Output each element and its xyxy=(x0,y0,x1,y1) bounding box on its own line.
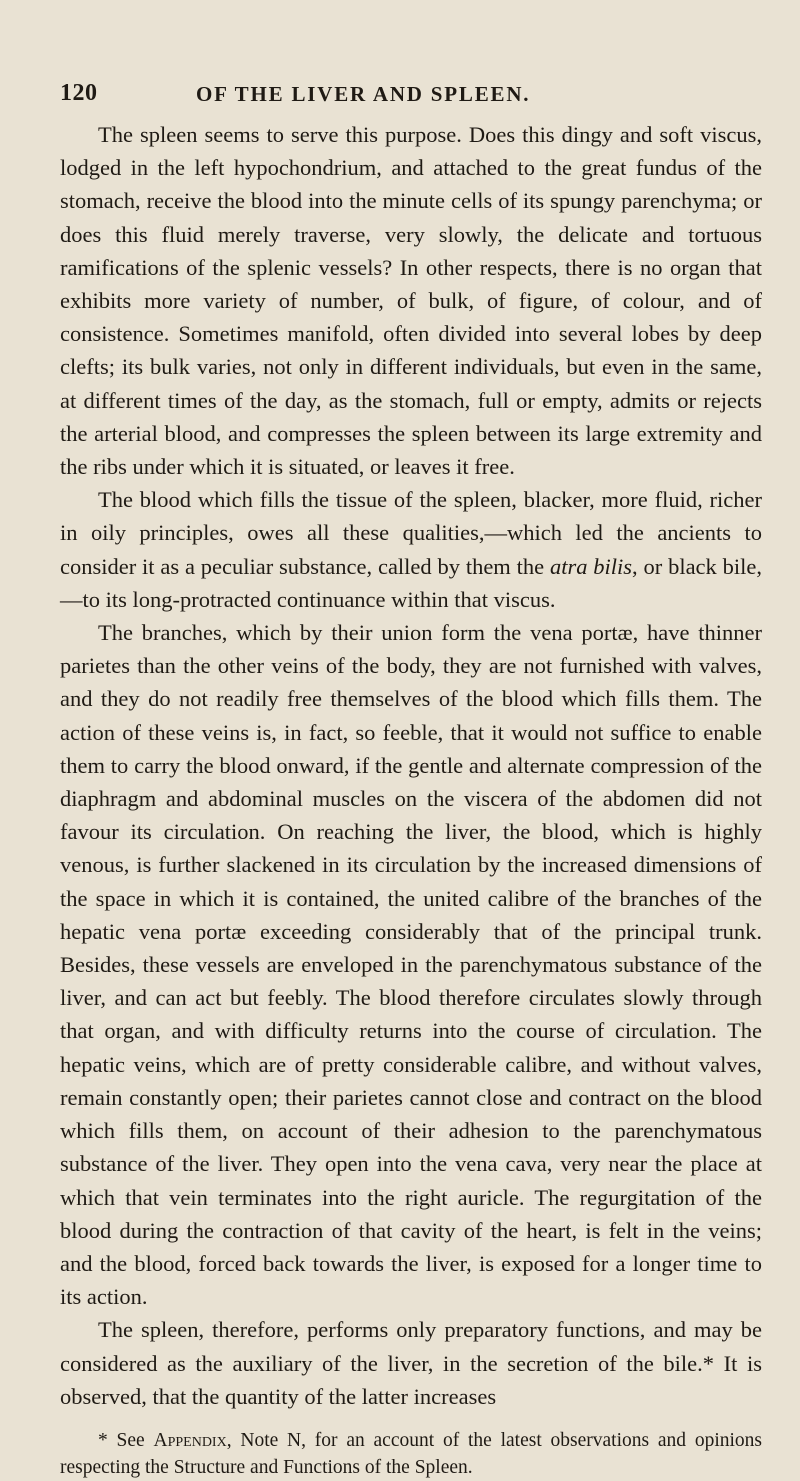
latin-term-atra-bilis: atra bilis xyxy=(549,553,633,579)
paragraph-spleen-purpose xyxy=(60,118,762,483)
paragraph-text: , or black bile,—to its long-protracted continuance within that viscus. xyxy=(60,553,762,612)
paragraph-text: The branches, which by their union form the vena portæ, have thinner parietes than the other veins of the body, they are not furnished with valves, and they do not readily free themselves of the blood which fills them. The action of these veins is, in fact, so feeble, that it would not suffice to enable them to carry the blood onward, if the gentle and alternate compression of the diaphragm and abdominal muscles on the viscera of the abdomen did not favour its circulation. On reaching the liver, the blood, which is highly venous, is further slackened in its circulation by the increased dimensions of the space in which it is contained, the united calibre of the branches of the hepatic vena portæ exceeding considerably that of the principal trunk. Besides, these vessels are enveloped in the parenchymatous substance of the liver, and can act but feebly. The blood therefore circulates slowly through that organ, and with difficulty returns into the course of circulation. The hepatic veins, which are of pretty considerable calibre, and without valves, remain constantly open; their parietes cannot close and contract on the blood which fills them, on account of their adhesion to the parenchymatous substance of the liver. They open into the vena cava, very near the place at which that vein terminates into the right auricle. The regurgitation of the blood during the contraction of that cavity of the heart, is felt in the veins; and the blood, forced back towards the liver, is exposed for a longer time to its action. xyxy=(60,620,762,1310)
paragraph-text: The spleen seems to serve this purpose. Does this dingy and soft viscus, lodged in the left hypochondrium, and attached to the great fundus of the stomach, receive the blood into the minute cells of its spungy parenchyma; or does this fluid merely traverse, very slowly, the delicate and tortuous ramifications of the splenic vessels? In other respects, there is no organ that exhibits more variety of number, of bulk, of figure, of colour, and of consistence. Sometimes manifold, often divided into several lobes by deep clefts; its bulk varies, not only in different individuals, but even in the same, at different times of the day, as the stomach, full or empty, admits or rejects the arterial blood, and compresses the spleen between its large extremity and the ribs under which it is situated, or leaves it free. xyxy=(60,122,762,480)
paragraph-text: The blood which fills the tissue of the spleen, blacker, more fluid, richer in oily principles, owes all these qualities,—which led the ancients to consider it as a peculiar substance, called by them the xyxy=(60,487,762,579)
page-number: 120 xyxy=(60,80,98,106)
paragraph-preparatory-functions xyxy=(60,1313,762,1413)
body-text xyxy=(60,118,762,1413)
footnote-text: , Note N, for an account of the latest observations and opinions respecting the Structure and Functions of the Spleen. xyxy=(60,1429,763,1478)
running-title: OF THE LIVER AND SPLEEN. xyxy=(196,82,531,106)
paragraph-vena-portae xyxy=(60,616,762,1313)
footnote-marker: * See xyxy=(98,1429,145,1451)
running-head xyxy=(60,72,762,106)
paragraph-text: The spleen, therefore, performs only preparatory functions, and may be considered as the auxiliary of the liver, in the secretion of the bile.* It is observed, that the quantity of the latter increases xyxy=(60,1317,762,1409)
paragraph-black-bile xyxy=(60,483,762,616)
footnote-appendix: Appendix xyxy=(153,1429,227,1451)
footnote xyxy=(60,1427,762,1481)
